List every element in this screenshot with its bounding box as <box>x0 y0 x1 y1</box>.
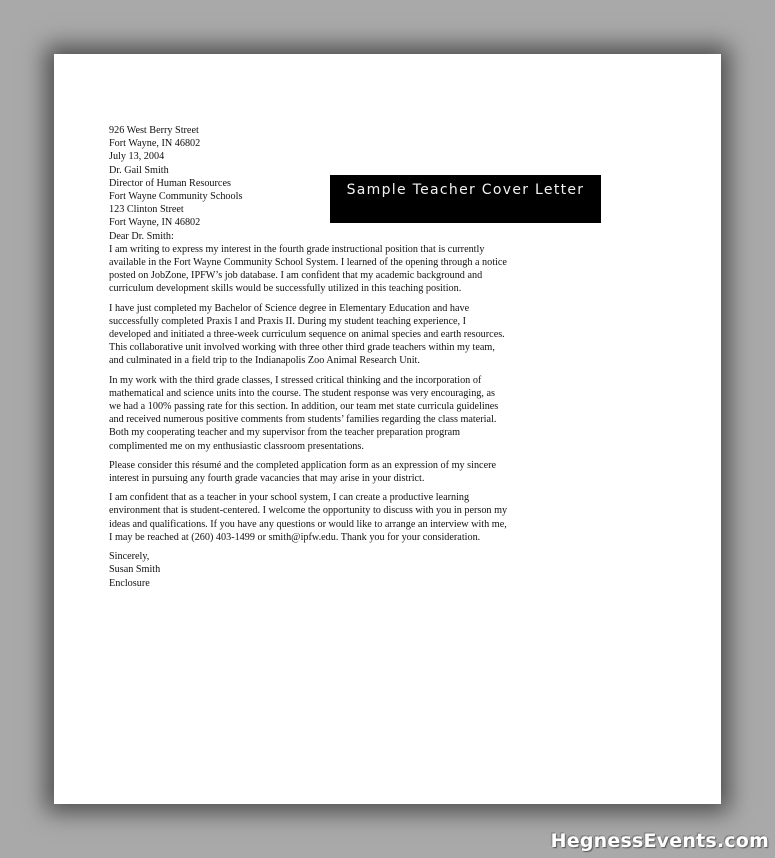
enclosure-note: Enclosure <box>109 577 150 589</box>
text-line: mathematical and science units into the course. The student response was very encouraging, as <box>109 387 495 399</box>
letter-date: July 13, 2004 <box>109 151 165 163</box>
address-line: Fort Wayne, IN 46802 <box>109 138 201 150</box>
text-line: posted on JobZone, IPFW’s job database. I am confident that my academic background and <box>109 270 483 282</box>
text-line: developed and initiated a three-week curriculum sequence on animal species and earth resources. <box>109 329 505 341</box>
body-paragraph <box>109 374 579 453</box>
recipient-organization: Fort Wayne Community Schools <box>109 191 243 203</box>
signature-name: Susan Smith <box>109 564 161 576</box>
text-line: I am writing to express my interest in the fourth grade instructional position that is currently <box>109 243 485 255</box>
text-line: we had a 100% passing rate for this section. In addition, our team met state curricula guidelines <box>109 401 499 413</box>
address-line: 926 West Berry Street <box>109 125 199 136</box>
body-paragraph <box>109 459 579 485</box>
text-line: ideas and qualifications. If you have any questions or would like to arrange an interview with me, <box>109 518 507 530</box>
text-line: This collaborative unit involved working with three other third grade teachers within my team, <box>109 342 495 354</box>
text-line: interest in pursuing any fourth grade vacancies that may arise in your district. <box>109 473 425 485</box>
site-watermark: HegnessEvents.com <box>550 830 769 852</box>
text-line: In my work with the third grade classes, I stressed critical thinking and the incorporation of <box>109 374 482 386</box>
text-line: available in the Fort Wayne Community School System. I learned of the opening through a notice <box>109 257 507 269</box>
address-line: 123 Clinton Street <box>109 204 184 216</box>
text-line: I have just completed my Bachelor of Science degree in Elementary Education and have <box>109 302 470 314</box>
text-line: I am confident that as a teacher in your school system, I can create a productive learning <box>109 492 470 504</box>
body-paragraph <box>109 491 579 544</box>
text-line: environment that is student-centered. I welcome the opportunity to discuss with you in person my <box>109 505 508 517</box>
text-line: curriculum development skills would be successfully utilized in this teaching position. <box>109 283 462 295</box>
salutation: Dear Dr. Smith: <box>109 230 174 242</box>
body-paragraph <box>109 302 579 368</box>
text-line: successfully completed Praxis I and Praxis II. During my student teaching experience, I <box>109 315 467 327</box>
text-line: I may be reached at (260) 403-1499 or smith@ipfw.edu. Thank you for your consideration. <box>109 531 481 543</box>
body-paragraph <box>109 243 579 296</box>
text-line: complimented me on my enthusiastic classroom presentations. <box>109 440 364 452</box>
text-line: Please consider this résumé and the completed application form as an expression of my sincere <box>109 459 497 471</box>
recipient-title: Director of Human Resources <box>109 177 231 189</box>
text-line: Both my cooperating teacher and my supervisor from the teacher preparation program <box>109 427 461 439</box>
sender-address <box>109 124 579 164</box>
closing: Sincerely, <box>109 551 150 563</box>
recipient-name: Dr. Gail Smith <box>109 164 169 176</box>
text-line: and received numerous positive comments from students’ families regarding the class material. <box>109 414 497 426</box>
document-page <box>54 54 721 804</box>
address-line: Fort Wayne, IN 46802 <box>109 217 201 229</box>
text-line: and culminated in a field trip to the Indianapolis Zoo Animal Research Unit. <box>109 355 420 367</box>
title-banner: Sample Teacher Cover Letter <box>330 175 601 223</box>
